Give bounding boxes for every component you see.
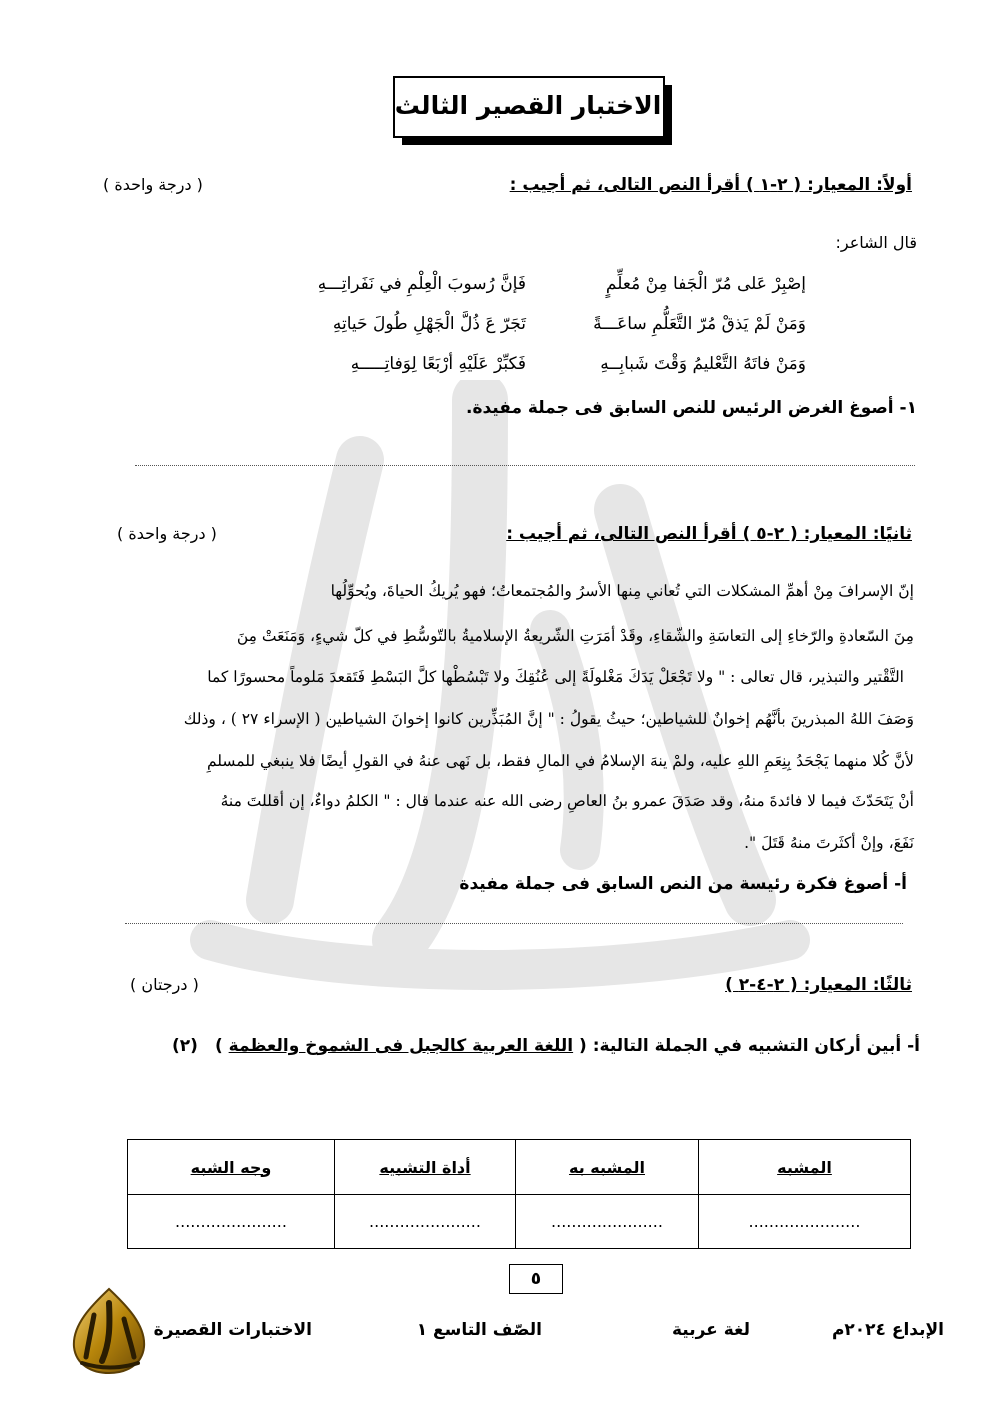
- answer-mushabbah-bihi[interactable]: ......................: [516, 1195, 699, 1249]
- section3-question-prefix: أ- أبين أركان التشبيه في الجملة التالية: (: [579, 1036, 920, 1056]
- paragraph-line-6: أنْ يَتَحَدّثَ فيما لا فائدةَ منهُ، وقد صَدَقَ عمرو بنُ العاصِ رضى الله عنه عندما قال : " الكلمُ دواءٌ، إن أقللتَ منهُ: [220, 792, 914, 810]
- paragraph-line-4: وَصَفَ اللهُ المبذرينَ بأنَّهُم إخوانٌ للشياطين؛ حيثُ يقولُ : " إنَّ المُبَذِّرين كانوا إخوانَ الشياطين ( الإسراء ٢٧ ) ، وذلك: [183, 710, 914, 728]
- poem-line-2-left: تَجَرّ عَ ذُلَّ الْجَهْلِ طُولَ حَياتِهِ: [332, 314, 526, 334]
- title-box: [393, 76, 673, 150]
- answer-line-1[interactable]: [135, 465, 915, 466]
- poem-intro: قال الشاعر:: [835, 233, 917, 252]
- paragraph-line-3: التَّقْتير والتبذير، قال تعالى : " ولا تَجْعَلْ يَدَكَ مَغْلولَةً إلى عُنُقِكَ ولا تَبْسُطْها كلَّ البَسْطِ فَتَقعدَ مَلوماً محسورًا كما: [207, 668, 904, 686]
- paragraph-line-2: مِنَ السّعادةِ والرّخاءِ إلى التعاسَةِ والشّقاءِ، وقَدْ أمَرَتِ الشّريعةُ الإسلاميةُ بالتّوسُّطِ في كلّ شيءٍ، وَمَنَعَتْ مِنَ: [236, 627, 914, 645]
- header-wajh-shabah: وجه الشبه: [128, 1140, 335, 1195]
- table-answer-row: [128, 1195, 911, 1249]
- section1-grade: ( درجة واحدة ): [103, 175, 203, 194]
- section3-question-suffix: ): [214, 1036, 223, 1056]
- section2-heading: ثانيًا: المعيار: ( ٢-٥ ) أقرأ النص التالى، ثم أجيب :: [506, 524, 912, 544]
- header-mushabbah-bihi: المشبه به: [516, 1140, 699, 1195]
- footer-subject: لغة عربية: [671, 1320, 750, 1340]
- header-adat-tashbih: أداة التشبيه: [335, 1140, 516, 1195]
- footer-series: الاختبارات القصيرة: [153, 1320, 312, 1340]
- paragraph-line-7: نَفَعَ، وإنْ أكثَرتَ منهُ قَتَلَ ".: [744, 834, 914, 852]
- watermark-logo: [150, 380, 810, 1000]
- footer-brand: الإبداع ٢٠٢٤م: [831, 1320, 944, 1340]
- answer-mushabbah[interactable]: ......................: [699, 1195, 911, 1249]
- answer-wajh-shabah[interactable]: ......................: [128, 1195, 335, 1249]
- section3-question-sentence: اللغة العربية كالجبل فى الشموخ والعظمة: [228, 1036, 574, 1056]
- header-mushabbah: المشبه: [699, 1140, 911, 1195]
- brand-logo-icon: [66, 1285, 152, 1377]
- answer-adat-tashbih[interactable]: ......................: [335, 1195, 516, 1249]
- answer-line-2[interactable]: [125, 923, 903, 924]
- footer-grade-level: الصّف التاسع ١: [416, 1320, 542, 1340]
- poem-line-2-right: وَمَنْ لَمْ يَذقْ مُرّ التَّعَلُّمِ ساعَـــةً: [593, 314, 806, 334]
- section2-question: أ- أصوغ فكرة رئيسة من النص السابق فى جملة مفيدة: [459, 874, 907, 894]
- section1-question: ١- أصوغ الغرض الرئيس للنص السابق فى جملة مفيدة.: [465, 398, 917, 418]
- section3-points: (٢): [172, 1036, 198, 1056]
- paragraph-line-1: إنّ الإسرافَ مِنْ أهمِّ المشكلات التي تُعاني مِنها الأسرُ والمُجتمعاتُ؛ فهو يُريكُ الحياةَ، ويُحوِّلُها: [330, 582, 914, 600]
- table-header-row: [128, 1140, 911, 1195]
- poem-line-1-left: فَإنَّ رُسوبَ الْعِلْمِ في نَفَراتِـــهِ: [317, 274, 526, 294]
- poem-line-3-left: فَكبِّرْ عَلَيْهِ أرْبَعًا لِوَفاتِـــــهِ: [350, 354, 526, 374]
- poem-line-1-right: إصْبِرْ عَلى مُرّ الْجَفا مِنْ مُعلِّمٍ: [605, 274, 806, 294]
- simile-table: [127, 1139, 911, 1249]
- section2-grade: ( درجة واحدة ): [117, 524, 217, 543]
- paragraph-line-5: لأنَّ كُلا منهما يَجْحَدُ بِنِعَمِ اللهِ عليه، ولمْ ينهَ الإسلامُ في المالِ فقط، بل نَهى عنهُ في القولِ أيضًا فلا ينبغي للمسلمِ: [206, 752, 914, 770]
- section3-question: [215, 1036, 920, 1056]
- poem-line-3-right: وَمَنْ فاتَهُ التَّعْليمُ وَقْتَ شَبابِــهِ: [600, 354, 806, 374]
- section1-heading: أولاً: المعيار: ( ٢-١ ) أقرأ النص التالى، ثم أجيب :: [509, 175, 912, 195]
- page-number: ٥: [509, 1264, 563, 1294]
- section3-grade: ( درجتان ): [130, 975, 199, 994]
- page-title: الاختبار القصير الثالث: [394, 91, 662, 120]
- section3-heading: ثالثًا: المعيار: ( ٢-٤-٢ ): [725, 975, 912, 995]
